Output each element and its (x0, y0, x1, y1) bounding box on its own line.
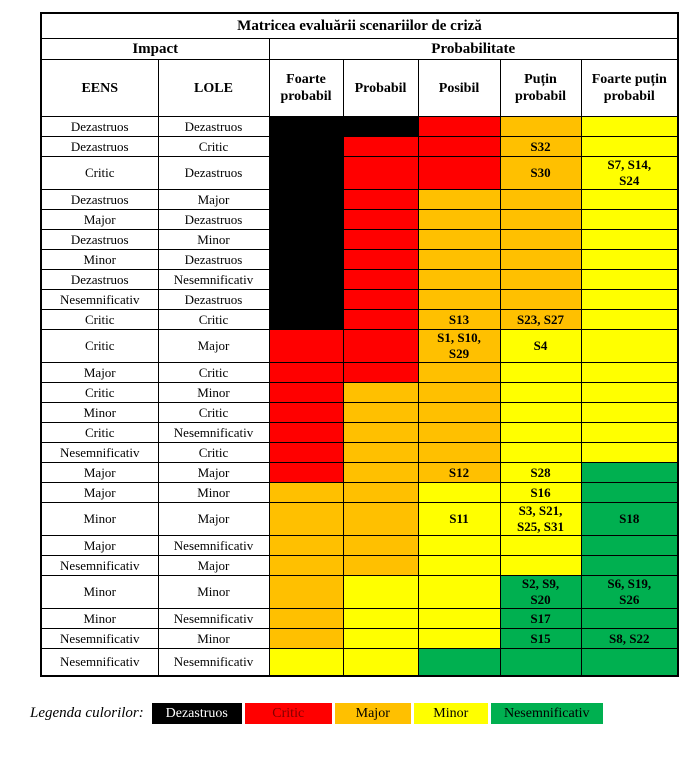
risk-cell-minor: S7, S14, S24 (581, 157, 678, 190)
matrix-row (41, 157, 678, 190)
risk-cell-major (269, 609, 343, 629)
risk-cell-dezastruos (269, 157, 343, 190)
risk-cell-nesemnificativ: S2, S9, S20 (500, 576, 581, 609)
matrix-row (41, 250, 678, 270)
risk-cell-major (418, 270, 500, 290)
risk-cell-minor (581, 363, 678, 383)
risk-cell-minor (581, 210, 678, 230)
risk-cell-critic (269, 443, 343, 463)
lole-cell: Minor (158, 230, 269, 250)
risk-cell-nesemnificativ (581, 556, 678, 576)
risk-cell-critic (418, 157, 500, 190)
risk-cell-major: S13 (418, 310, 500, 330)
risk-cell-critic (269, 363, 343, 383)
risk-cell-major (418, 423, 500, 443)
risk-cell-minor (581, 230, 678, 250)
risk-cell-nesemnificativ: S15 (500, 629, 581, 649)
risk-cell-nesemnificativ (581, 463, 678, 483)
risk-cell-dezastruos (343, 117, 418, 137)
lole-cell: Critic (158, 363, 269, 383)
lole-cell: Nesemnificativ (158, 536, 269, 556)
risk-cell-minor (343, 629, 418, 649)
risk-cell-critic (343, 210, 418, 230)
matrix-row (41, 536, 678, 556)
column-header-eens: EENS (41, 60, 158, 117)
risk-cell-major (269, 483, 343, 503)
risk-cell-minor (418, 629, 500, 649)
risk-cell-major (418, 443, 500, 463)
lole-cell: Minor (158, 576, 269, 609)
risk-cell-minor (581, 310, 678, 330)
risk-cell-major (269, 503, 343, 536)
risk-cell-major (343, 463, 418, 483)
lole-cell: Major (158, 190, 269, 210)
eens-cell: Dezastruos (41, 230, 158, 250)
risk-cell-nesemnificativ (581, 649, 678, 677)
color-legend (30, 703, 700, 724)
eens-cell: Major (41, 483, 158, 503)
risk-cell-major (500, 210, 581, 230)
risk-cell-major (418, 230, 500, 250)
risk-cell-major (500, 190, 581, 210)
risk-cell-critic (343, 137, 418, 157)
risk-cell-major: S23, S27 (500, 310, 581, 330)
risk-cell-major (500, 290, 581, 310)
lole-cell: Dezastruos (158, 250, 269, 270)
eens-cell: Minor (41, 503, 158, 536)
risk-cell-critic (343, 190, 418, 210)
risk-cell-critic (269, 383, 343, 403)
risk-cell-minor (581, 403, 678, 423)
group-header-row (41, 39, 678, 60)
risk-cell-minor (581, 330, 678, 363)
risk-cell-minor (581, 250, 678, 270)
risk-cell-major (418, 290, 500, 310)
matrix-row (41, 463, 678, 483)
risk-cell-major (343, 423, 418, 443)
risk-cell-major (418, 383, 500, 403)
risk-cell-major (269, 629, 343, 649)
risk-cell-nesemnificativ: S8, S22 (581, 629, 678, 649)
lole-cell: Critic (158, 443, 269, 463)
matrix-row (41, 576, 678, 609)
risk-cell-dezastruos (269, 117, 343, 137)
risk-cell-minor (418, 556, 500, 576)
risk-cell-major (269, 576, 343, 609)
risk-cell-major (343, 556, 418, 576)
eens-cell: Nesemnificativ (41, 556, 158, 576)
risk-cell-critic (343, 310, 418, 330)
risk-cell-critic (343, 230, 418, 250)
risk-cell-minor: S16 (500, 483, 581, 503)
risk-cell-minor (343, 649, 418, 677)
risk-cell-minor (581, 190, 678, 210)
eens-cell: Nesemnificativ (41, 649, 158, 677)
risk-cell-minor (343, 576, 418, 609)
lole-cell: Nesemnificativ (158, 270, 269, 290)
matrix-row (41, 556, 678, 576)
eens-cell: Critic (41, 310, 158, 330)
eens-cell: Minor (41, 576, 158, 609)
risk-cell-critic (269, 403, 343, 423)
risk-cell-major (343, 403, 418, 423)
risk-cell-major (343, 443, 418, 463)
risk-cell-minor (500, 443, 581, 463)
lole-cell: Major (158, 330, 269, 363)
eens-cell: Dezastruos (41, 137, 158, 157)
matrix-row (41, 210, 678, 230)
risk-cell-major: S12 (418, 463, 500, 483)
risk-cell-major: S1, S10, S29 (418, 330, 500, 363)
risk-cell-minor (418, 483, 500, 503)
risk-cell-minor (581, 137, 678, 157)
matrix-row (41, 330, 678, 363)
risk-cell-critic (343, 157, 418, 190)
lole-cell: Critic (158, 137, 269, 157)
risk-cell-dezastruos (269, 310, 343, 330)
column-header-probabil: Probabil (343, 60, 418, 117)
matrix-row (41, 363, 678, 383)
legend-items (152, 703, 603, 724)
risk-cell-dezastruos (269, 290, 343, 310)
risk-cell-minor (418, 609, 500, 629)
risk-cell-nesemnificativ (581, 483, 678, 503)
risk-cell-critic (343, 363, 418, 383)
lole-cell: Nesemnificativ (158, 609, 269, 629)
risk-cell-major (418, 363, 500, 383)
matrix-row (41, 137, 678, 157)
eens-cell: Minor (41, 250, 158, 270)
risk-cell-minor (581, 443, 678, 463)
probability-group-header: Probabilitate (269, 39, 678, 60)
lole-cell: Critic (158, 310, 269, 330)
eens-cell: Nesemnificativ (41, 629, 158, 649)
risk-cell-critic (343, 290, 418, 310)
risk-cell-minor (500, 536, 581, 556)
risk-cell-major (343, 503, 418, 536)
eens-cell: Dezastruos (41, 190, 158, 210)
risk-cell-major (500, 250, 581, 270)
risk-cell-minor (500, 556, 581, 576)
risk-cell-major (343, 383, 418, 403)
matrix-row (41, 383, 678, 403)
risk-cell-minor (500, 363, 581, 383)
column-header-foarte-probabil: Foarte probabil (269, 60, 343, 117)
matrix-row (41, 443, 678, 463)
risk-cell-major (269, 556, 343, 576)
risk-cell-minor (581, 117, 678, 137)
risk-cell-dezastruos (269, 137, 343, 157)
risk-cell-critic (343, 330, 418, 363)
lole-cell: Minor (158, 483, 269, 503)
eens-cell: Major (41, 536, 158, 556)
risk-cell-dezastruos (269, 250, 343, 270)
matrix-row (41, 190, 678, 210)
eens-cell: Major (41, 463, 158, 483)
risk-cell-dezastruos (269, 190, 343, 210)
risk-cell-dezastruos (269, 270, 343, 290)
risk-cell-major: S32 (500, 137, 581, 157)
eens-cell: Nesemnificativ (41, 443, 158, 463)
table-title: Matricea evaluării scenariilor de criză (41, 13, 678, 39)
column-header-foarte-puțin-probabil: Foarte puțin probabil (581, 60, 678, 117)
matrix-row (41, 629, 678, 649)
column-header-lole: LOLE (158, 60, 269, 117)
lole-cell: Critic (158, 403, 269, 423)
matrix-row (41, 230, 678, 250)
risk-cell-major (269, 536, 343, 556)
risk-cell-major (343, 536, 418, 556)
risk-cell-minor: S11 (418, 503, 500, 536)
column-header-puțin-probabil: Puțin probabil (500, 60, 581, 117)
lole-cell: Minor (158, 383, 269, 403)
risk-cell-minor (418, 576, 500, 609)
risk-cell-nesemnificativ: S17 (500, 609, 581, 629)
risk-cell-minor (343, 609, 418, 629)
matrix-row (41, 483, 678, 503)
risk-cell-minor (581, 423, 678, 443)
eens-cell: Minor (41, 403, 158, 423)
risk-cell-nesemnificativ (500, 649, 581, 677)
risk-cell-critic (269, 423, 343, 443)
lole-cell: Dezastruos (158, 157, 269, 190)
legend-swatch-critic: Critic (245, 703, 332, 724)
legend-swatch-major: Major (335, 703, 411, 724)
risk-cell-major (500, 270, 581, 290)
eens-cell: Nesemnificativ (41, 290, 158, 310)
lole-cell: Minor (158, 629, 269, 649)
eens-cell: Critic (41, 330, 158, 363)
risk-cell-minor: S4 (500, 330, 581, 363)
matrix-row (41, 117, 678, 137)
matrix-row (41, 423, 678, 443)
risk-cell-major (418, 403, 500, 423)
lole-cell: Major (158, 503, 269, 536)
risk-cell-critic (343, 270, 418, 290)
lole-cell: Dezastruos (158, 117, 269, 137)
eens-cell: Critic (41, 383, 158, 403)
lole-cell: Dezastruos (158, 210, 269, 230)
risk-cell-critic (269, 330, 343, 363)
crisis-matrix-table (40, 12, 679, 677)
risk-cell-major: S30 (500, 157, 581, 190)
risk-cell-critic (418, 137, 500, 157)
risk-cell-major (418, 210, 500, 230)
matrix-row (41, 270, 678, 290)
legend-swatch-nesemnificativ: Nesemnificativ (491, 703, 603, 724)
risk-cell-minor (500, 423, 581, 443)
risk-cell-nesemnificativ (581, 536, 678, 556)
risk-cell-minor (581, 290, 678, 310)
eens-cell: Critic (41, 423, 158, 443)
risk-cell-nesemnificativ (581, 609, 678, 629)
title-row (41, 13, 678, 39)
matrix-body (41, 117, 678, 677)
lole-cell: Major (158, 556, 269, 576)
legend-swatch-minor: Minor (414, 703, 488, 724)
risk-cell-critic (269, 463, 343, 483)
risk-cell-minor: S28 (500, 463, 581, 483)
impact-group-header: Impact (41, 39, 269, 60)
risk-cell-major (500, 230, 581, 250)
risk-cell-major (343, 483, 418, 503)
eens-cell: Dezastruos (41, 270, 158, 290)
eens-cell: Major (41, 210, 158, 230)
eens-cell: Minor (41, 609, 158, 629)
risk-cell-minor: S3, S21, S25, S31 (500, 503, 581, 536)
eens-cell: Critic (41, 157, 158, 190)
matrix-row (41, 649, 678, 677)
column-header-posibil: Posibil (418, 60, 500, 117)
risk-cell-major (500, 117, 581, 137)
risk-cell-critic (418, 117, 500, 137)
lole-cell: Nesemnificativ (158, 423, 269, 443)
risk-cell-minor (581, 270, 678, 290)
matrix-row (41, 503, 678, 536)
matrix-row (41, 403, 678, 423)
matrix-row (41, 310, 678, 330)
risk-cell-minor (269, 649, 343, 677)
eens-cell: Major (41, 363, 158, 383)
lole-cell: Major (158, 463, 269, 483)
eens-cell: Dezastruos (41, 117, 158, 137)
risk-cell-major (418, 190, 500, 210)
matrix-row (41, 290, 678, 310)
matrix-row (41, 609, 678, 629)
column-header-row (41, 60, 678, 117)
lole-cell: Dezastruos (158, 290, 269, 310)
risk-cell-major (418, 250, 500, 270)
risk-cell-minor (500, 403, 581, 423)
risk-cell-dezastruos (269, 230, 343, 250)
risk-cell-nesemnificativ: S18 (581, 503, 678, 536)
risk-cell-dezastruos (269, 210, 343, 230)
risk-cell-critic (343, 250, 418, 270)
risk-cell-minor (500, 383, 581, 403)
risk-cell-nesemnificativ (418, 649, 500, 677)
risk-cell-minor (418, 536, 500, 556)
risk-cell-minor (581, 383, 678, 403)
risk-cell-nesemnificativ: S6, S19, S26 (581, 576, 678, 609)
legend-swatch-dezastruos: Dezastruos (152, 703, 242, 724)
lole-cell: Nesemnificativ (158, 649, 269, 677)
legend-label: Legenda culorilor: (30, 705, 144, 721)
